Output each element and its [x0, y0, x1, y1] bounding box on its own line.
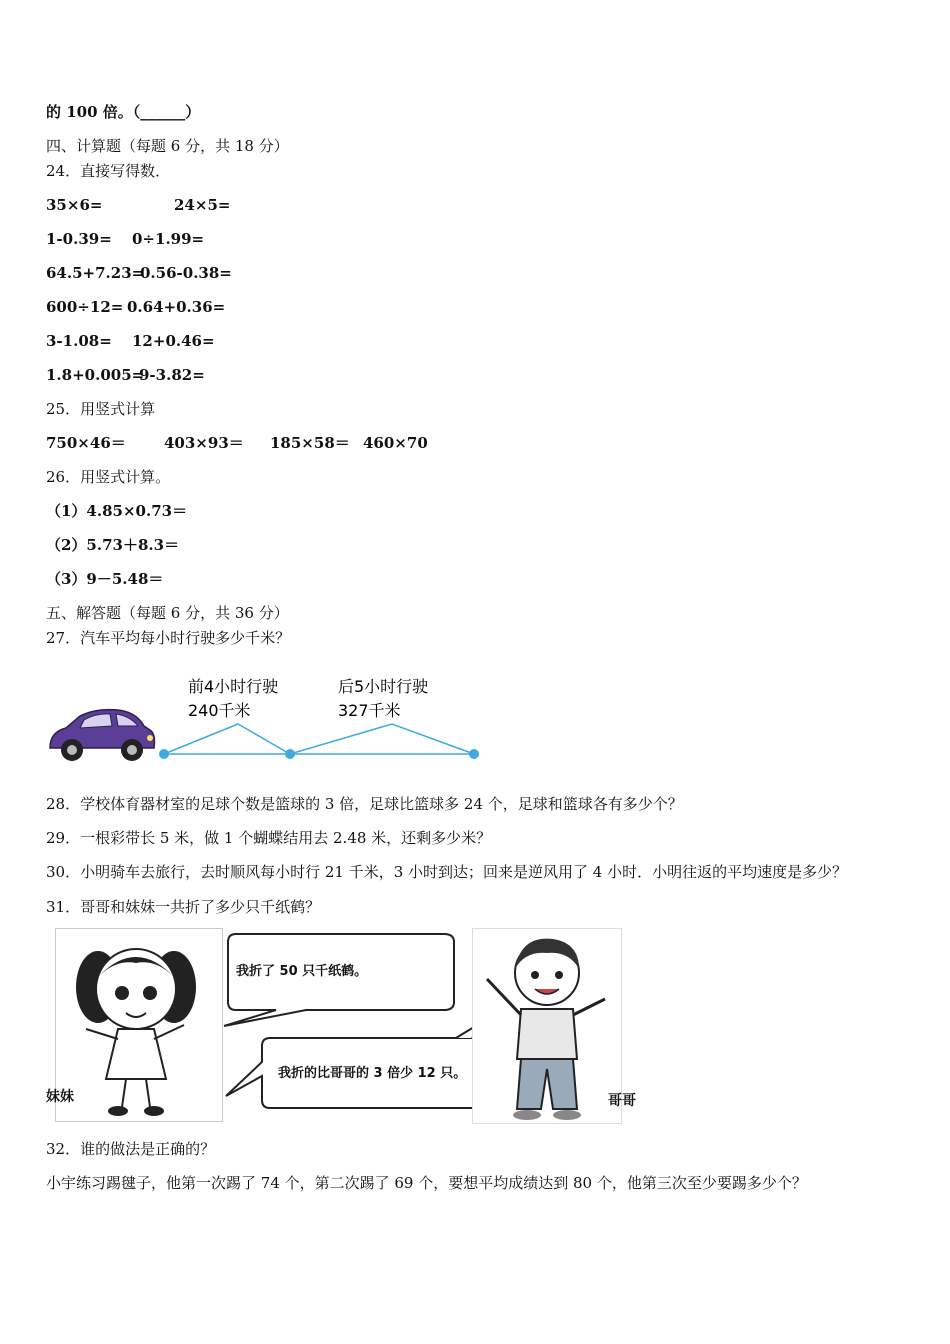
q24-item: 0.56-0.38=: [140, 264, 232, 282]
car-icon: [50, 710, 155, 761]
boy-icon: [473, 929, 621, 1123]
point-middle: [285, 749, 295, 759]
intro-line: 的 100 倍。（______）: [46, 103, 201, 121]
q24-row: [46, 263, 232, 283]
q26-item: （2）5.73＋8.3＝: [46, 536, 180, 554]
q25-row: [46, 433, 428, 453]
q27-figure: [46, 668, 486, 778]
q25-item: 460×70: [363, 434, 428, 452]
segment1-label-line1: 前4小时行驶: [188, 677, 279, 696]
q24-item: 64.5+7.23=: [46, 264, 145, 282]
q25-item: 403×93＝: [164, 434, 244, 452]
girl-label: 妹妹: [46, 1089, 74, 1105]
segment1-label-line2: 240千米: [188, 701, 251, 720]
segment1-bracket: [164, 724, 290, 754]
q25-item: 750×46＝: [46, 434, 126, 452]
q24-item: 12+0.46=: [132, 332, 215, 350]
q24-row: [46, 195, 230, 215]
segment2-label-line2: 327千米: [338, 701, 401, 720]
q24-item: 3-1.08=: [46, 332, 112, 350]
car-trip-diagram: [46, 668, 486, 778]
segment2-bracket: [290, 724, 474, 754]
q24-row: [46, 331, 215, 351]
q24-item: 0÷1.99=: [132, 230, 205, 248]
point-start: [159, 749, 169, 759]
q24-item: 0.64+0.36=: [127, 298, 226, 316]
q24-title: 24．直接写得数．: [46, 162, 171, 180]
q25-item: 185×58＝: [270, 434, 350, 452]
speech-bubbles: [216, 926, 516, 1126]
boy-image-frame: [472, 928, 622, 1124]
q32-title: 32．谁的做法是正确的？: [46, 1140, 216, 1158]
q24-item: 1-0.39=: [46, 230, 112, 248]
q26-title: 26．用竖式计算。: [46, 468, 171, 486]
q25-title: 25．用竖式计算: [46, 400, 156, 418]
q32-text: 小宇练习踢毽子，他第一次踢了 74 个，第二次踢了 69 个，要想平均成绩达到 80 个，他第三次至少要踢多少个？: [46, 1174, 807, 1192]
q24-item: 24×5=: [174, 196, 231, 214]
q26-item: （1）4.85×0.73＝: [46, 502, 188, 520]
q24-row: [46, 229, 204, 249]
q30-text: 30．小明骑车去旅行，去时顺风每小时行 21 千米，3 小时到达；回来是逆风用了 4 小时．小明往返的平均速度是多少？: [46, 863, 848, 881]
q24-item: 600÷12=: [46, 298, 124, 316]
girl-icon: [56, 929, 222, 1121]
q31-title: 31．哥哥和妹妹一共折了多少只千纸鹤？: [46, 898, 321, 916]
boy-label: 哥哥: [608, 1093, 636, 1109]
q27-title: 27．汽车平均每小时行驶多少千米？: [46, 629, 291, 647]
point-end: [469, 749, 479, 759]
segment2-label-line1: 后5小时行驶: [338, 677, 429, 696]
q24-row: [46, 365, 205, 385]
q24-item: 1.8+0.005=: [46, 366, 145, 384]
section5-title: 五、解答题（每题 6 分，共 36 分）: [46, 604, 289, 622]
bubble1-text: 我折了 50 只千纸鹤。: [236, 964, 368, 979]
bubble2-text: 我折的比哥哥的 3 倍少 12 只。: [278, 1066, 467, 1081]
q26-item: （3）9－5.48＝: [46, 570, 164, 588]
q31-figure: [46, 926, 636, 1126]
section4-title: 四、计算题（每题 6 分，共 18 分）: [46, 137, 289, 155]
q28-text: 28．学校体育器材室的足球个数是篮球的 3 倍，足球比篮球多 24 个，足球和篮球各有多少个？: [46, 795, 683, 813]
q29-text: 29．一根彩带长 5 米，做 1 个蝴蝶结用去 2.48 米，还剩多少米？: [46, 829, 492, 847]
girl-image-frame: [55, 928, 223, 1122]
q24-item: 35×6=: [46, 196, 103, 214]
q24-row: [46, 297, 225, 317]
q24-item: 9-3.82=: [139, 366, 205, 384]
bubble1-shape: [224, 934, 454, 1026]
